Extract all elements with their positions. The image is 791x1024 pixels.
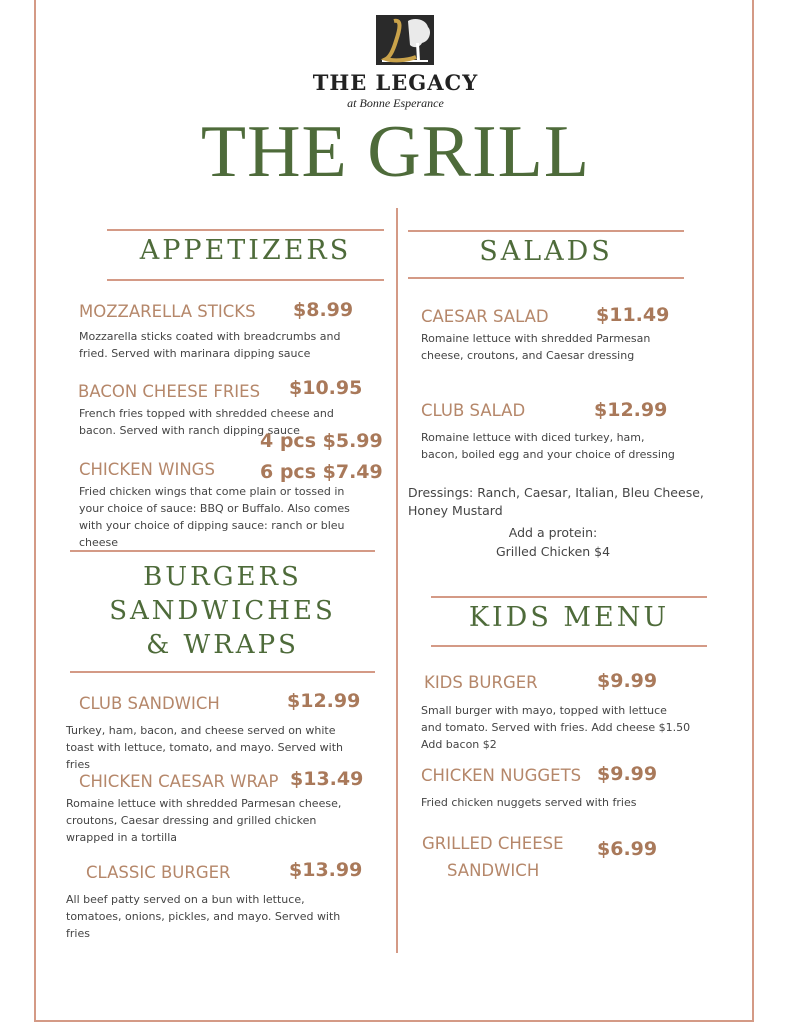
brand-title: THE LEGACY [312,70,479,95]
kids-rule-bottom [431,645,707,647]
item-name: CLUB SANDWICH [79,694,220,713]
burgers-heading-line: & WRAPS [146,630,299,660]
item-price: $6.99 [597,838,658,860]
salads-heading: SALADS [479,236,613,267]
brand-subtitle: at Bonne Esperance [347,96,444,110]
column-divider [396,208,398,953]
item-description: Turkey, ham, bacon, and cheese served on white toast with lettuce, tomato, and mayo. Served with fries [66,724,343,771]
item-price: $13.99 [289,859,363,881]
item-description: Small burger with mayo, topped with lettuce and tomato. Served with fries. Add cheese $1.50 Add bacon $2 [421,704,691,751]
appetizers-rule-bottom [107,279,384,281]
burgers-heading-line: BURGERS [143,562,302,592]
item-name: SANDWICH [447,861,540,880]
item-description: Fried chicken wings that come plain or tossed in your choice of sauce: BBQ or Buffalo. Also comes with your choice of dipping sauce: ranch or bleu cheese [79,485,350,549]
item-name: CHICKEN WINGS [79,460,215,479]
item-price: 6 pcs $7.49 [260,461,383,483]
item-description: Romaine lettuce with shredded Parmesan cheese, croutons, and Caesar dressing [421,332,651,362]
item-price: $10.95 [289,377,363,399]
appetizers-rule-top [107,229,384,231]
protein-option: Grilled Chicken $4 [495,544,611,559]
item-price: $13.49 [290,768,364,790]
burgers-rule-bottom [70,671,375,673]
item-description: Romaine lettuce with shredded Parmesan cheese, croutons, Caesar dressing and grilled chicken wrapped in a tortilla [66,797,342,844]
item-price: $12.99 [287,690,361,712]
item-name: CLASSIC BURGER [86,863,231,882]
kids-heading: KIDS MENU [468,602,670,633]
item-name: CHICKEN CAESAR WRAP [79,772,279,791]
burgers-heading [70,560,375,662]
item-price: $12.99 [594,399,668,421]
item-description: Mozzarella sticks coated with breadcrumbs and fried. Served with marinara dipping sauce [79,330,341,360]
item-description: Fried chicken nuggets served with fries [421,796,637,809]
item-description: All beef patty served on a bun with lettuce, tomatoes, onions, pickles, and mayo. Served with fries [66,893,341,940]
appetizers-heading: APPETIZERS [139,235,352,266]
burgers-heading-line: SANDWICHES [109,596,336,626]
item-price: 4 pcs $5.99 [260,430,383,452]
item-description: French fries topped with shredded cheese and bacon. Served with ranch dipping sauce [79,407,334,437]
item-name: BACON CHEESE FRIES [78,382,261,401]
burgers-rule-top [70,550,375,552]
item-price: $9.99 [597,670,658,692]
item-name: MOZZARELLA STICKS [79,302,256,321]
item-name: CAESAR SALAD [421,307,549,326]
legacy-logo-icon [376,15,434,65]
item-price: $11.49 [596,304,670,326]
protein-label: Add a protein: [508,525,598,540]
item-price: $8.99 [293,299,354,321]
item-price: $9.99 [597,763,658,785]
salads-rule-bottom [408,277,684,279]
menu-title: THE GRILL [200,111,591,193]
item-description: Romaine lettuce with diced turkey, ham, bacon, boiled egg and your choice of dressing [421,431,675,461]
kids-rule-top [431,596,707,598]
item-name: KIDS BURGER [424,673,538,692]
item-name: CHICKEN NUGGETS [421,766,582,785]
dressings-note: Dressings: Ranch, Caesar, Italian, Bleu Cheese, Honey Mustard [408,485,704,518]
salads-rule-top [408,230,684,232]
item-name: GRILLED CHEESE [422,834,564,853]
item-name: CLUB SALAD [421,401,526,420]
